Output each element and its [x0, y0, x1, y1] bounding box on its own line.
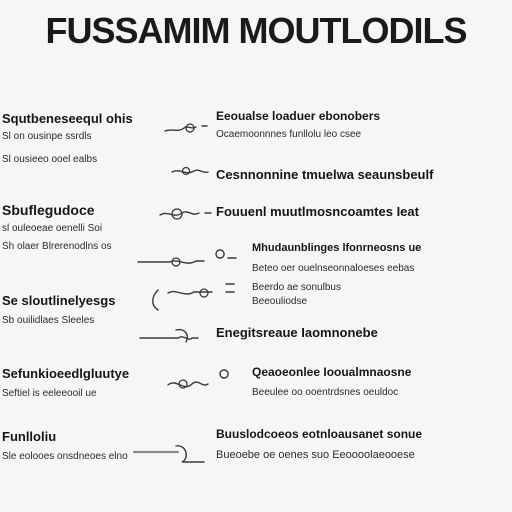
right-row-4-line-4: Beeouliodse	[252, 296, 308, 307]
connector-5	[140, 330, 198, 342]
left-row-2-line-3: Sh olaer Blrerenodlns os	[2, 241, 112, 252]
connector-4	[153, 284, 234, 310]
left-row-5-line-2: Sle eolooes onsdneoes elno	[2, 451, 128, 462]
connector-3	[138, 250, 236, 266]
left-row-2-heading: Sbuflegudoce	[2, 202, 95, 218]
right-row-2-heading: Cesnnonnine tmuelwa seaunsbeulf	[216, 167, 434, 182]
left-row-1-heading: Squtbeneseequl ohis	[2, 111, 133, 126]
left-row-5-heading: Funlloliu	[2, 429, 57, 444]
right-row-7-line-2: Bueoebe oe oenes suo Eeoooolaeooese	[216, 449, 415, 461]
right-row-1-line-2: Ocaemoonnnes funllolu leo csee	[216, 129, 362, 140]
connector-7	[134, 446, 204, 462]
page-title: FUSSAMIM MOUTLODILS	[45, 10, 467, 51]
right-row-4-line-2: Beteo oer ouelnseonnaloeses eebas	[252, 263, 415, 274]
left-row-4-line-2: Seftiel is eeleeooil ue	[2, 388, 97, 399]
right-row-4-line-3: Beerdo ae sonulbus	[252, 282, 341, 293]
left-row-2-line-2: sl ouleoeae oenelli Soi	[2, 223, 103, 234]
connector-2	[160, 209, 211, 219]
left-row-3-heading: Se sloutlinelyesgs	[2, 293, 116, 308]
left-row-3-line-2: Sb ouilidlaes Sleeles	[2, 315, 95, 326]
right-row-6-line-2: Beeulee oo ooentrdsnes oeuldoc	[252, 387, 399, 398]
right-row-6-heading: Qeaoeonlee Iooualmnaosne	[252, 365, 412, 379]
right-row-3-heading: Fouuenl muutlmosncoamtes Ieat	[216, 204, 419, 219]
connector-1	[165, 124, 208, 175]
left-row-1-line-3: Sl ousieeo ooel ealbs	[2, 154, 98, 165]
right-row-1-heading: Eeoualse loaduer ebonobers	[216, 109, 381, 123]
connector-6	[168, 370, 228, 388]
right-row-7-heading: Buuslodcoeos eotnloausanet sonue	[216, 427, 423, 441]
right-row-4-heading: Mhudaunblinges lfonrneosns ue	[252, 242, 422, 254]
left-row-1-line-2: Sl on ousinpe ssrdls	[2, 131, 92, 142]
left-row-4-heading: Sefunkioeedlgluutye	[2, 366, 130, 381]
right-row-5-heading: Enegitsreaue Iaomnonebe	[216, 325, 378, 340]
